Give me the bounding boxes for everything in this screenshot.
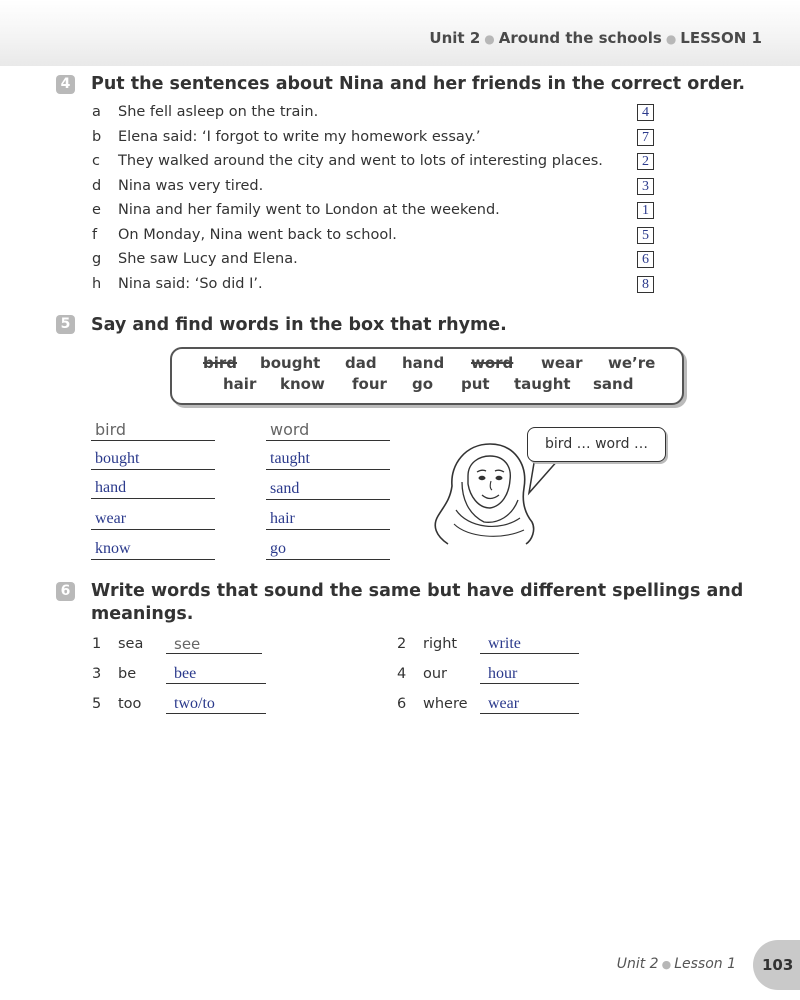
box-word: put — [461, 375, 490, 393]
girl-illustration — [428, 436, 540, 546]
item-word: where — [423, 696, 468, 712]
homophone-answer-line[interactable] — [166, 696, 266, 714]
rhyme-answer: go — [270, 540, 286, 557]
unit-lesson-title — [429, 29, 762, 47]
order-answer-box[interactable]: 5 — [637, 227, 654, 244]
rhyme-answer-line[interactable] — [91, 476, 215, 499]
rhyme-answer: hair — [270, 510, 295, 527]
homophone-answer: two/to — [174, 695, 215, 712]
homophone-answer: bee — [174, 665, 197, 682]
homophone-answer-line[interactable] — [166, 636, 262, 654]
rhyme-answer: bought — [95, 450, 140, 467]
item-number: 5 — [92, 696, 102, 712]
box-word: go — [412, 375, 434, 393]
item-number: 1 — [92, 636, 102, 652]
box-word: bought — [260, 354, 321, 372]
rhyme-answer: know — [95, 540, 131, 557]
box-word: taught — [514, 375, 571, 393]
homophone-item — [92, 666, 272, 688]
exercise-5-title: Say and find words in the box that rhyme. — [91, 315, 507, 335]
rhyme-answer: taught — [270, 450, 310, 467]
footer-lesson: Lesson 1 — [674, 956, 736, 972]
header-lesson: LESSON 1 — [680, 29, 762, 47]
order-answer-box[interactable]: 1 — [637, 202, 654, 219]
homophone-item — [397, 636, 587, 658]
exercise-6-number: 6 — [56, 582, 75, 601]
item-word: our — [423, 666, 448, 682]
rhyme-answer: word — [270, 420, 310, 439]
page-header-bar — [0, 0, 800, 66]
rhyme-answer: bird — [95, 420, 127, 439]
exercise-4-title: Put the sentences about Nina and her friends in the correct order. — [91, 74, 746, 94]
row-letter: b — [92, 128, 102, 145]
ordering-row — [92, 276, 672, 298]
item-number: 4 — [397, 666, 407, 682]
exercise-6-title-line2: meanings. — [91, 604, 194, 624]
ordering-row — [92, 153, 672, 175]
ordering-row — [92, 202, 672, 224]
rhyme-answer-line[interactable] — [91, 507, 215, 530]
rhyme-answer-line[interactable] — [266, 477, 390, 500]
separator-dot-icon: ● — [665, 32, 677, 46]
ordering-row — [92, 104, 672, 126]
exercise-5-number: 5 — [56, 315, 75, 334]
item-word: too — [118, 696, 142, 712]
homophone-answer: hour — [488, 665, 518, 682]
rhyme-answer: wear — [95, 510, 127, 527]
separator-dot-icon: ● — [484, 32, 495, 46]
rhyme-answer-line[interactable] — [91, 537, 215, 560]
order-answer-box[interactable]: 8 — [637, 276, 654, 293]
row-sentence: She saw Lucy and Elena. — [118, 251, 298, 267]
box-word-struck: word — [471, 354, 514, 372]
row-sentence: On Monday, Nina went back to school. — [118, 226, 397, 243]
exercise-6-title-line1: Write words that sound the same but have different spellings and — [91, 581, 744, 601]
rhyme-answer: hand — [95, 479, 127, 496]
row-letter: c — [92, 153, 100, 169]
speech-bubble: bird … word … — [527, 427, 666, 462]
box-word: dad — [345, 354, 377, 372]
homophone-answer-line[interactable] — [480, 696, 579, 714]
item-number: 3 — [92, 666, 102, 682]
rhyme-answer-line[interactable] — [266, 537, 390, 560]
homophone-item — [92, 696, 272, 718]
row-letter: f — [92, 226, 98, 243]
header-unit: Unit 2 — [429, 29, 481, 47]
row-sentence: Nina and her family went to London at the weekend. — [118, 202, 500, 218]
homophone-item — [92, 636, 272, 658]
exercise-4-number: 4 — [56, 75, 75, 94]
box-word: four — [352, 375, 387, 393]
rhyme-answer-line[interactable] — [91, 447, 215, 470]
ordering-row — [92, 227, 672, 249]
row-letter: a — [92, 104, 101, 120]
row-sentence: Nina was very tired. — [118, 177, 264, 194]
item-word: be — [118, 666, 137, 682]
ordering-row — [92, 129, 672, 151]
row-letter: g — [92, 251, 102, 267]
item-word: sea — [118, 636, 144, 652]
box-word: hair — [223, 375, 257, 393]
page-number: 103 — [762, 956, 794, 974]
footer-unit-lesson — [617, 956, 736, 972]
row-letter: d — [92, 177, 102, 194]
row-sentence: Nina said: ‘So did I’. — [118, 275, 263, 292]
homophone-answer-line[interactable] — [166, 666, 266, 684]
order-answer-box[interactable]: 3 — [637, 178, 654, 195]
footer-unit: Unit 2 — [616, 956, 659, 972]
header-topic: Around the schools — [498, 29, 662, 47]
box-word: we’re — [608, 354, 656, 372]
order-answer-box[interactable]: 7 — [637, 129, 654, 146]
rhyme-answer: sand — [270, 480, 300, 497]
row-sentence: Elena said: ‘I forgot to write my homework essay.’ — [118, 128, 481, 145]
homophone-item — [397, 696, 587, 718]
homophone-answer-line[interactable] — [480, 636, 579, 654]
row-letter: e — [92, 202, 101, 218]
homophone-answer: write — [488, 635, 521, 652]
rhyme-answer-line[interactable] — [91, 418, 215, 441]
box-word: hand — [402, 354, 445, 372]
row-sentence: They walked around the city and went to lots of interesting places. — [118, 153, 603, 169]
box-word: wear — [541, 354, 583, 372]
ordering-row — [92, 251, 672, 273]
row-letter: h — [92, 275, 102, 292]
box-word: sand — [593, 375, 634, 393]
rhyme-answer-line[interactable] — [266, 447, 390, 470]
homophone-item — [397, 666, 587, 688]
box-word-struck: bird — [203, 354, 238, 372]
rhyme-answer-line[interactable] — [266, 507, 390, 530]
order-answer-box[interactable]: 2 — [637, 153, 654, 170]
order-answer-box[interactable]: 6 — [637, 251, 654, 268]
homophone-answer: wear — [488, 695, 520, 712]
ordering-row — [92, 178, 672, 200]
item-number: 6 — [397, 696, 407, 712]
item-number: 2 — [397, 636, 407, 652]
row-sentence: She fell asleep on the train. — [118, 104, 319, 120]
separator-dot-icon: ● — [661, 958, 672, 971]
speech-bubble-tail-icon — [525, 457, 575, 497]
homophone-answer: see — [174, 635, 201, 653]
word-box — [170, 347, 684, 405]
order-answer-box[interactable]: 4 — [637, 104, 654, 121]
box-word: know — [280, 375, 325, 393]
homophone-answer-line[interactable] — [480, 666, 579, 684]
rhyme-answer-line[interactable] — [266, 418, 390, 441]
item-word: right — [423, 636, 458, 652]
